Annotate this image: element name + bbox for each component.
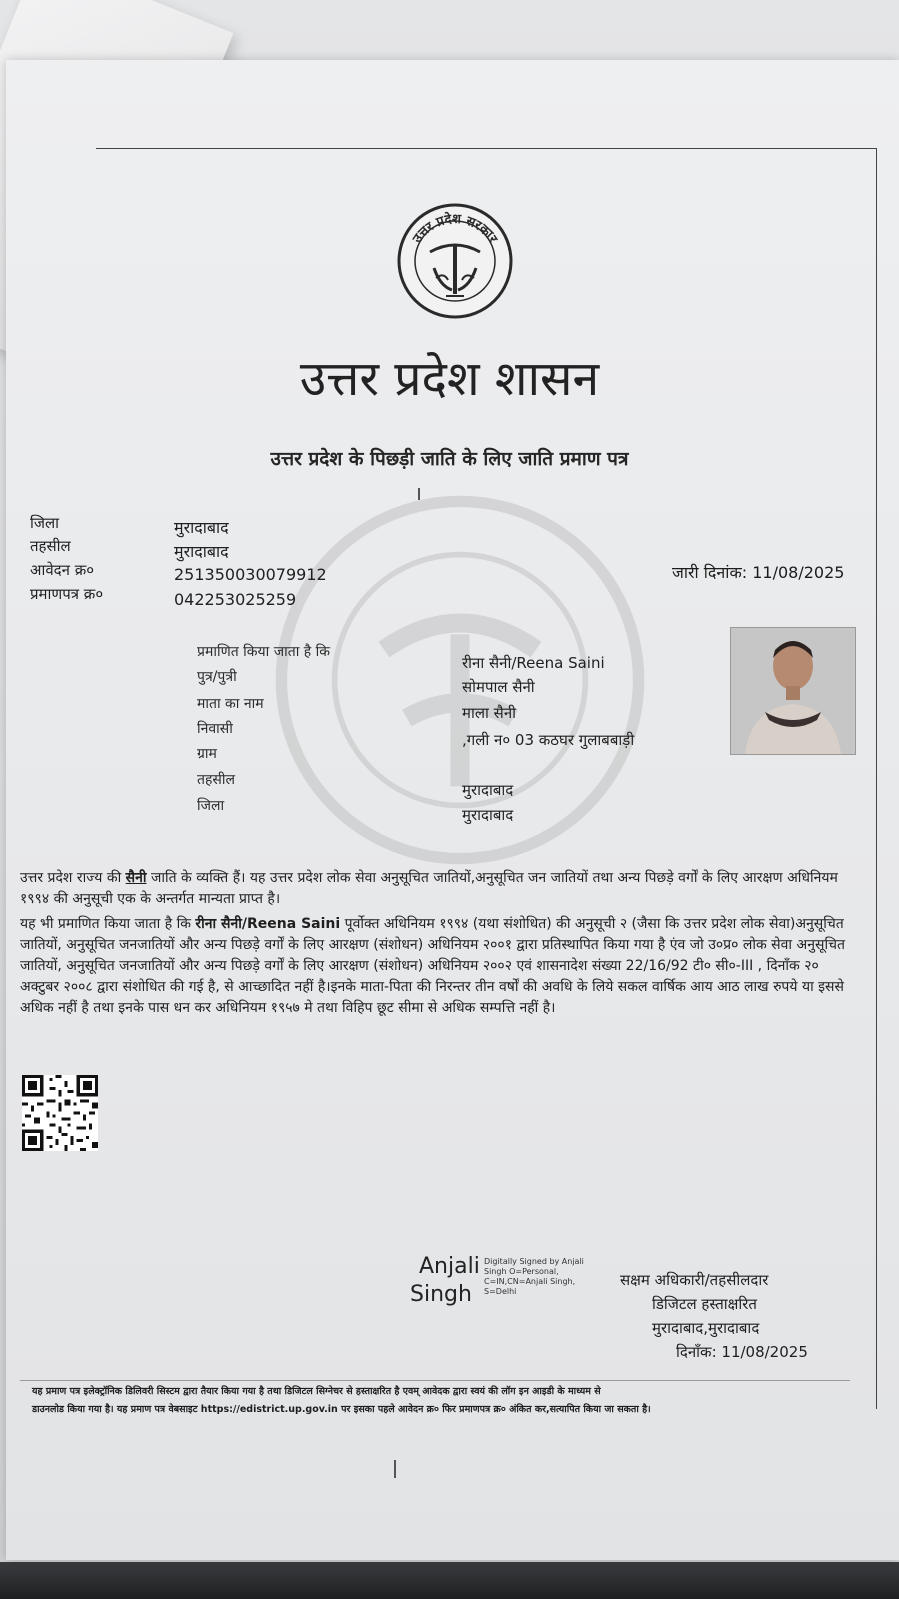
father-name: सोमपाल सैनी xyxy=(462,678,535,696)
certificate-number-label: प्रमाणपत्र क्र० xyxy=(30,585,104,603)
applicant-photo xyxy=(730,627,856,755)
footer-line-1: यह प्रमाण पत्र इलेक्ट्रॉनिक डिलिवरी सिस्टम द्वारा तैयार किया गया है तथा डिजिटल सिग्नेचर से हस्ताक्षरित है एवम् आवेदक द्वारा स्वयं की लॉग इन आइडी के माध्यम से xyxy=(32,1386,601,1397)
child-of-label: पुत्र/पुत्री xyxy=(197,669,237,685)
resident-label: निवासी xyxy=(197,721,233,737)
footer-line-2: डाउनलोड किया गया है। यह प्रमाण पत्र वेबसाइट https://edistrict.up.gov.in पर इसका पहले आवेदन क्र० फिर प्रमाणपत्र क्र० अंकित कर,सत्यापित किया जा सकता है। xyxy=(32,1404,651,1415)
mother-label: माता का नाम xyxy=(197,696,264,712)
signer-first-name: Anjali xyxy=(419,1254,480,1279)
mother-name: माला सैनी xyxy=(462,704,517,722)
up-government-emblem-icon xyxy=(396,202,514,320)
signer-last-name: Singh xyxy=(410,1282,472,1307)
officer-title: सक्षम अधिकारी/तहसीलदार xyxy=(620,1271,769,1289)
applicant-name: रीना सैनी/Reena Saini xyxy=(462,654,605,672)
officer-place: मुरादाबाद,मुरादाबाद xyxy=(652,1319,760,1337)
table-edge xyxy=(0,1562,899,1599)
caste-name: सैनी xyxy=(125,870,147,886)
paragraph-applicant-name: रीना सैनी/Reena Saini xyxy=(195,916,341,932)
address-value: ,गली न० 03 कठघर गुलाबबाड़ी xyxy=(462,731,635,749)
certificate-number-value: 042253025259 xyxy=(174,590,297,609)
watermark-emblem-icon xyxy=(270,490,650,870)
field-tehsil-label: तहसील xyxy=(197,772,235,788)
eligibility-paragraph: यह भी प्रमाणित किया जाता है कि रीना सैनी/Reena Saini पूर्वोक्त अधिनियम १९९४ (यथा संशोधित) की अनुसूची २ (जैसा कि उत्तर प्रदेश लोक सेवा)अनुसूचित जातियों, अनुसूचित जनजातियों और अन्य पिछड़े वर्गों के लिए आरक्षण (संशोधन) अधिनियम २००१ द्वारा प्रतिस्थापित किया गया है एंव जो उ०प्र० लोक सेवा अनुसूचित जातियों, अनुसूचित जनजातियों और अन्य पिछड़े वर्गों के लिए आरक्षण (संशोधन) अधिनियम २००२ एवं शासनादेश संख्या 22/16/92 टी० सी०-III , दिनाँक २० अक्टुबर २००८ द्वारा संशोधित की गई है, से आच्छादित नहीं है।इनके माता-पिता की निरन्तर तीन वर्षों की अवधि के लिये सकल वार्षिक आय आठ लाख रुपये या इससे अधिक नहीं है तथा इनके पास धन कर अधिनियम १९५७ मे तथा विहिप छूट सीमा से अधिक सम्पत्ति नहीं है। xyxy=(20,916,845,1016)
field-tehsil-value: मुरादाबाद xyxy=(462,781,514,799)
issue-date: जारी दिनांक: 11/08/2025 xyxy=(672,563,845,582)
digital-signature-note: Digitally Signed by Anjali Singh O=Personal, C=IN,CN=Anjali Singh, S=Delhi xyxy=(484,1257,584,1296)
village-label: ग्राम xyxy=(197,746,217,762)
tehsil-label: तहसील xyxy=(30,537,71,555)
officer-signed: डिजिटल हस्ताक्षरित xyxy=(652,1295,757,1313)
footer-divider xyxy=(20,1380,850,1381)
person-portrait-icon xyxy=(731,628,855,754)
field-district-label: जिला xyxy=(197,798,225,814)
paper-mark xyxy=(394,1460,396,1478)
application-number-label: आवेदन क्र० xyxy=(30,561,95,579)
application-number-value: 251350030079912 xyxy=(174,565,327,584)
officer-date: दिनाँक: 11/08/2025 xyxy=(676,1343,808,1361)
caste-statement-paragraph: उत्तर प्रदेश राज्य की सैनी जाति के व्यक्ति हैं। यह उत्तर प्रदेश लोक सेवा अनुसूचित जातियों,अनुसूचित जन जातियों तथा अन्य पिछड़े वर्गों के लिए आरक्षण अधिनियम १९९४ की अनुसूची एक के अन्तर्गत मान्यता प्राप्त है। xyxy=(20,870,838,907)
tehsil-value: मुरादाबाद xyxy=(174,542,229,561)
paper-mark xyxy=(418,488,420,500)
district-label: जिला xyxy=(30,514,60,532)
verification-qr-code xyxy=(22,1075,98,1151)
certified-label: प्रमाणित किया जाता है कि xyxy=(197,644,331,660)
document-title: उत्तर प्रदेश शासन xyxy=(299,351,600,407)
field-district-value: मुरादाबाद xyxy=(462,806,514,824)
district-value: मुरादाबाद xyxy=(174,518,229,537)
svg-text:उत्तर प्रदेश सरकार: उत्तर प्रदेश सरकार xyxy=(410,211,500,247)
document-subtitle: उत्तर प्रदेश के पिछड़ी जाति के लिए जाति प्रमाण पत्र xyxy=(270,448,629,470)
